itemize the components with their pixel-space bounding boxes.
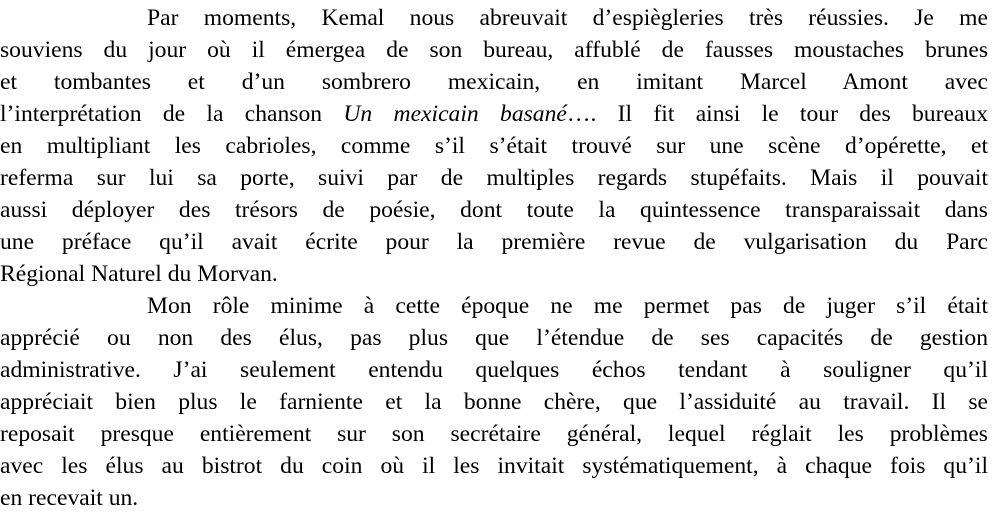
paragraph-2-line-7: en recevait un. <box>0 485 139 511</box>
paragraph-1-line-4 <box>0 98 988 130</box>
paragraph-2-line-6: avec les élus au bistrot du coin où il les invitait systématiquement, à chaque fois qu’il <box>0 453 988 479</box>
paragraph-1-line-5: en multipliant les cabrioles, comme s’il s’était trouvé sur une scène d’opérette, et <box>0 133 988 159</box>
paragraph-1-line-9: Régional Naturel du Morvan. <box>0 261 278 287</box>
song-title-italic: Un mexicain basané <box>343 101 567 127</box>
paragraph-1-line-1: Par moments, Kemal nous abreuvait d’espiègleries très réussies. Je me <box>147 5 988 31</box>
paragraph-1-line-2: souviens du jour où il émergea de son bureau, affublé de fausses moustaches brunes <box>0 37 988 63</box>
paragraph-1-line-8: une préface qu’il avait écrite pour la première revue de vulgarisation du Parc <box>0 229 988 255</box>
line-4-text-before: l’interprétation de la chanson <box>0 101 344 127</box>
paragraph-1-line-7: aussi déployer des trésors de poésie, dont toute la quintessence transparaissait dans <box>0 197 988 223</box>
paragraph-2-line-1: Mon rôle minime à cette époque ne me permet pas de juger s’il était <box>147 293 988 319</box>
paragraph-2-line-4: appréciait bien plus le farniente et la bonne chère, que l’assiduité au travail. Il se <box>0 389 988 415</box>
line-4-text-after: …. Il fit ainsi le tour des bureaux <box>566 101 988 127</box>
paragraph-1-line-6: referma sur lui sa porte, suivi par de multiples regards stupéfaits. Mais il pouvait <box>0 165 988 191</box>
paragraph-2-line-5: reposait presque entièrement sur son secrétaire général, lequel réglait les problèmes <box>0 421 988 447</box>
paragraph-2-line-2: apprécié ou non des élus, pas plus que l’étendue de ses capacités de gestion <box>0 325 988 351</box>
paragraph-1-line-3: et tombantes et d’un sombrero mexicain, en imitant Marcel Amont avec <box>0 69 988 95</box>
paragraph-2-line-3: administrative. J’ai seulement entendu quelques échos tendant à souligner qu’il <box>0 357 988 383</box>
